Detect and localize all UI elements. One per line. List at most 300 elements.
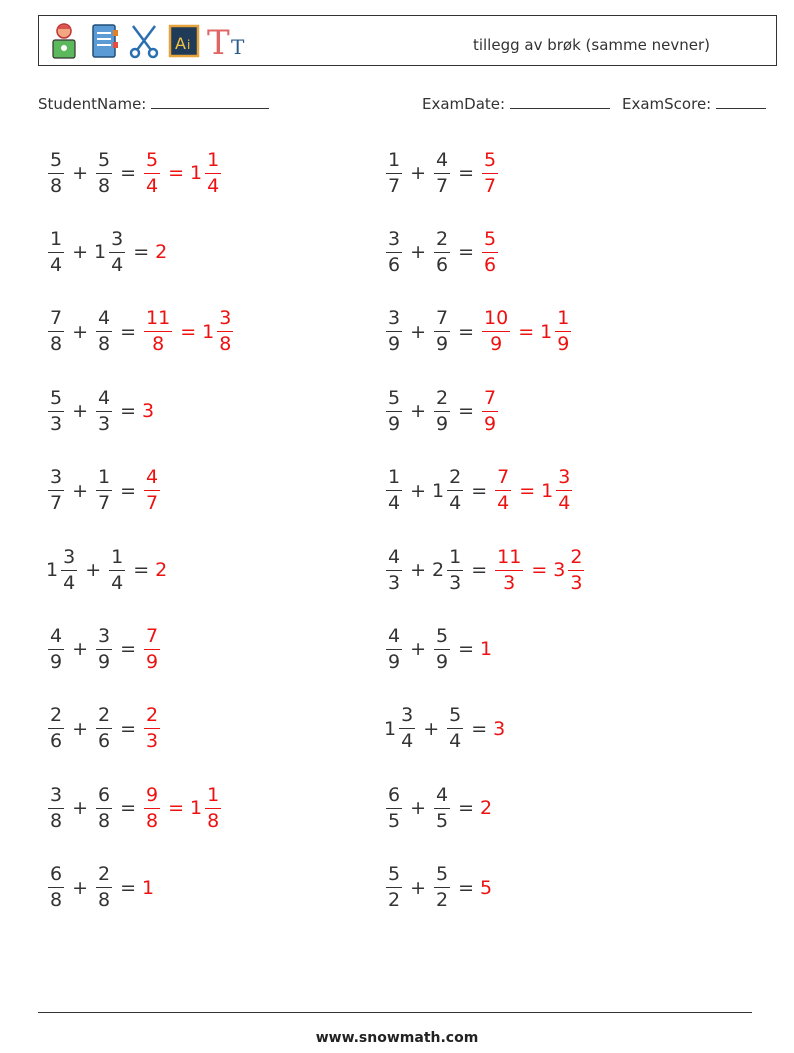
fraction <box>48 148 64 197</box>
whole-number: 1 <box>142 876 155 899</box>
term <box>46 148 66 197</box>
problem-row <box>384 778 493 838</box>
denominator: 8 <box>50 889 63 912</box>
numerator: 1 <box>555 309 571 332</box>
fraction <box>96 386 112 435</box>
answer-value <box>480 148 500 197</box>
term <box>432 624 452 673</box>
term <box>432 386 452 435</box>
denominator: 9 <box>388 333 401 356</box>
numerator: 6 <box>96 786 112 809</box>
answer-value <box>142 706 162 751</box>
fraction <box>482 148 498 197</box>
numerator: 4 <box>434 786 450 809</box>
term <box>432 783 452 832</box>
term <box>432 545 465 594</box>
answer-value <box>480 309 512 354</box>
plus-sign: + <box>72 797 89 820</box>
fraction <box>447 545 463 594</box>
answer-mixed <box>541 468 574 513</box>
term <box>432 865 452 910</box>
equals-sign: = <box>120 638 137 661</box>
plus-sign: + <box>72 876 89 899</box>
fraction <box>434 148 450 197</box>
header-icons <box>47 22 245 60</box>
whole-number: 1 <box>190 162 203 184</box>
denominator: 7 <box>146 492 159 515</box>
denominator: 9 <box>388 650 401 673</box>
term <box>384 783 404 832</box>
term <box>94 706 114 751</box>
fraction <box>144 309 172 354</box>
term <box>94 227 127 276</box>
denominator: 2 <box>388 889 401 912</box>
answer <box>480 309 573 354</box>
numerator: 1 <box>205 151 221 174</box>
numerator: 2 <box>144 706 160 729</box>
fraction <box>96 865 112 910</box>
exam-date-line[interactable] <box>510 93 610 109</box>
whole-number: 5 <box>480 876 493 899</box>
denominator: 4 <box>558 492 571 515</box>
answer <box>142 400 155 422</box>
equals-sign: = <box>471 717 488 740</box>
whole-number: 3 <box>553 559 566 581</box>
numerator: 3 <box>217 309 233 332</box>
fraction <box>96 309 112 354</box>
answer <box>480 877 493 899</box>
worksheet-title: tillegg av brøk (samme nevner) <box>472 36 710 54</box>
numerator: 4 <box>96 309 112 332</box>
exam-date-field[interactable] <box>422 93 610 113</box>
numerator: 5 <box>434 865 450 888</box>
equals-sign: = <box>458 400 475 423</box>
denominator: 9 <box>484 412 497 435</box>
numerator: 5 <box>482 151 498 174</box>
fraction <box>434 386 450 435</box>
fraction <box>386 545 402 594</box>
problem-row <box>46 778 223 838</box>
numerator: 1 <box>386 151 402 174</box>
term <box>46 468 66 513</box>
denominator: 7 <box>98 492 111 515</box>
answer <box>493 468 574 513</box>
term <box>46 706 66 751</box>
fraction <box>434 624 450 673</box>
term <box>46 545 79 594</box>
plus-sign: + <box>72 638 89 661</box>
numerator: 7 <box>495 468 511 491</box>
answer <box>142 877 155 899</box>
equals-sign: = <box>120 876 137 899</box>
plus-sign: + <box>410 559 427 581</box>
denominator: 8 <box>50 174 63 197</box>
equals-sign: = <box>120 717 137 740</box>
fraction <box>96 468 112 513</box>
numerator: 5 <box>386 389 402 412</box>
answer-mixed <box>190 148 223 197</box>
fraction <box>495 545 523 594</box>
answer-value <box>480 227 500 276</box>
problem-row <box>384 461 574 521</box>
answer <box>480 638 493 660</box>
term <box>94 309 114 354</box>
numerator: 3 <box>399 706 415 729</box>
fraction <box>205 148 221 197</box>
answer-value <box>493 545 525 594</box>
problem-row <box>46 222 168 282</box>
answer <box>480 227 500 276</box>
numerator: 1 <box>386 468 402 491</box>
answer-mixed <box>202 309 235 354</box>
denominator: 8 <box>50 333 63 356</box>
numerator: 1 <box>447 548 463 571</box>
fraction <box>386 624 402 673</box>
fraction <box>386 309 402 354</box>
term <box>432 148 452 197</box>
whole-number: 1 <box>202 320 215 343</box>
numerator: 5 <box>96 151 112 174</box>
fraction <box>217 309 233 354</box>
numerator: 5 <box>144 151 160 174</box>
denominator: 8 <box>50 809 63 832</box>
problem-row <box>384 143 500 203</box>
term <box>46 865 66 910</box>
term <box>94 468 114 513</box>
term <box>94 865 114 910</box>
answer-value <box>480 877 493 899</box>
whole-number: 1 <box>46 559 59 581</box>
denominator: 6 <box>98 730 111 753</box>
whole-number: 1 <box>480 638 493 661</box>
exam-score-label: ExamScore: <box>622 95 712 113</box>
whole-number: 1 <box>541 479 554 502</box>
answer-value <box>142 624 162 673</box>
answer <box>142 706 162 751</box>
term <box>46 309 66 354</box>
fraction <box>144 148 160 197</box>
term <box>94 783 114 832</box>
answer <box>142 468 162 513</box>
whole-number: 2 <box>155 559 168 581</box>
denominator: 9 <box>388 412 401 435</box>
answer <box>493 718 506 740</box>
fraction <box>48 227 64 276</box>
term <box>94 386 114 435</box>
fraction <box>555 309 571 354</box>
plus-sign: + <box>85 559 102 581</box>
problem-row <box>46 302 235 362</box>
numerator: 5 <box>434 627 450 650</box>
problem-row <box>384 699 506 759</box>
equals-sign: = <box>519 479 536 502</box>
plus-sign: + <box>410 797 427 820</box>
fraction <box>495 468 511 513</box>
svg-text:T: T <box>207 23 230 60</box>
numerator: 4 <box>386 627 402 650</box>
term <box>46 227 66 276</box>
answer-value <box>480 638 493 660</box>
term <box>384 468 404 513</box>
fraction <box>48 706 64 751</box>
scissors-icon <box>127 22 161 60</box>
numerator: 3 <box>386 230 402 253</box>
student-name-label: StudentName: <box>38 95 147 113</box>
fraction <box>399 706 415 751</box>
fraction <box>482 386 498 435</box>
answer-value <box>480 797 493 819</box>
numerator: 1 <box>96 468 112 491</box>
numerator: 5 <box>482 230 498 253</box>
numerator: 3 <box>48 786 64 809</box>
fraction <box>434 783 450 832</box>
denominator: 4 <box>111 571 124 594</box>
plus-sign: + <box>72 320 89 343</box>
fraction <box>109 227 125 276</box>
answer <box>142 783 223 832</box>
whole-number: 1 <box>190 797 203 820</box>
denominator: 7 <box>436 174 449 197</box>
fraction <box>482 227 498 276</box>
denominator: 8 <box>98 333 111 356</box>
fraction <box>61 545 77 594</box>
numerator: 10 <box>482 309 510 332</box>
plus-sign: + <box>72 717 89 740</box>
equals-sign: = <box>180 320 197 343</box>
problem-row <box>384 381 500 441</box>
plus-sign: + <box>410 162 427 184</box>
fraction <box>386 227 402 276</box>
denominator: 9 <box>50 650 63 673</box>
numerator: 5 <box>386 865 402 888</box>
equals-sign: = <box>518 320 535 343</box>
svg-text:i: i <box>187 38 191 52</box>
student-fields <box>38 93 771 115</box>
answer <box>155 241 168 263</box>
equals-sign: = <box>471 559 488 581</box>
denominator: 7 <box>484 174 497 197</box>
denominator: 8 <box>207 809 220 832</box>
answer-value <box>142 877 155 899</box>
denominator: 9 <box>436 650 449 673</box>
plus-sign: + <box>410 638 427 661</box>
whole-number: 2 <box>155 241 168 264</box>
denominator: 3 <box>388 571 401 594</box>
problem-row <box>384 619 493 679</box>
problem-row <box>46 619 162 679</box>
fraction <box>144 468 160 513</box>
answer-value <box>493 468 513 513</box>
fraction <box>144 706 160 751</box>
numerator: 6 <box>48 865 64 888</box>
equals-sign: = <box>133 559 150 581</box>
numerator: 2 <box>48 706 64 729</box>
exam-score-field[interactable] <box>622 93 766 113</box>
denominator: 3 <box>449 571 462 594</box>
denominator: 7 <box>50 492 63 515</box>
denominator: 3 <box>570 571 583 594</box>
problem-row <box>46 143 223 203</box>
fraction <box>48 468 64 513</box>
fraction <box>96 706 112 751</box>
equals-sign: = <box>120 400 137 423</box>
numerator: 5 <box>48 151 64 174</box>
plus-sign: + <box>72 241 89 264</box>
term <box>107 545 127 594</box>
equals-sign: = <box>531 559 548 581</box>
equals-sign: = <box>471 479 488 502</box>
equals-sign: = <box>120 320 137 343</box>
numerator: 3 <box>96 627 112 650</box>
denominator: 4 <box>146 174 159 197</box>
denominator: 8 <box>98 174 111 197</box>
equals-sign: = <box>458 241 475 264</box>
numerator: 9 <box>144 786 160 809</box>
numerator: 11 <box>495 548 523 571</box>
denominator: 4 <box>388 492 401 515</box>
denominator: 4 <box>449 492 462 515</box>
exam-score-line[interactable] <box>716 93 766 109</box>
term <box>384 706 417 751</box>
student-name-line[interactable] <box>151 93 269 109</box>
plus-sign: + <box>423 717 440 740</box>
answer-value <box>480 386 500 435</box>
denominator: 9 <box>98 650 111 673</box>
answer <box>142 148 223 197</box>
numerator: 3 <box>556 468 572 491</box>
footer-divider <box>38 1012 752 1013</box>
numerator: 2 <box>96 706 112 729</box>
fraction <box>144 624 160 673</box>
plus-sign: + <box>72 400 89 423</box>
fraction <box>205 783 221 832</box>
fraction <box>96 624 112 673</box>
denominator: 4 <box>207 174 220 197</box>
plus-sign: + <box>72 162 89 184</box>
denominator: 6 <box>484 253 497 276</box>
answer-value <box>142 309 174 354</box>
whole-number: 1 <box>540 320 553 343</box>
term <box>46 386 66 435</box>
equals-sign: = <box>458 320 475 343</box>
term <box>432 468 465 513</box>
equals-sign: = <box>120 797 137 820</box>
numerator: 1 <box>48 230 64 253</box>
fraction <box>144 783 160 832</box>
term <box>384 309 404 354</box>
fraction <box>386 386 402 435</box>
denominator: 9 <box>557 333 570 356</box>
answer <box>480 148 500 197</box>
numerator: 1 <box>109 548 125 571</box>
answer-value <box>155 559 168 581</box>
denominator: 4 <box>111 253 124 276</box>
numerator: 3 <box>109 230 125 253</box>
denominator: 8 <box>152 333 165 356</box>
problem-row <box>46 858 155 918</box>
answer <box>155 559 168 581</box>
numerator: 4 <box>144 468 160 491</box>
equals-sign: = <box>120 479 137 502</box>
whole-number: 2 <box>432 559 445 581</box>
numerator: 6 <box>386 786 402 809</box>
numerator: 5 <box>447 706 463 729</box>
fraction <box>434 227 450 276</box>
denominator: 8 <box>219 333 232 356</box>
student-name-field[interactable] <box>38 93 269 113</box>
numerator: 1 <box>205 786 221 809</box>
problem-row <box>46 699 162 759</box>
term <box>384 865 404 910</box>
numerator: 2 <box>447 468 463 491</box>
ai-text-icon <box>167 22 201 60</box>
denominator: 4 <box>50 253 63 276</box>
term <box>384 545 404 594</box>
whole-number: 3 <box>493 717 506 740</box>
problem-row <box>384 540 586 600</box>
numerator: 3 <box>61 548 77 571</box>
denominator: 3 <box>503 571 516 594</box>
fraction <box>48 624 64 673</box>
numerator: 5 <box>48 389 64 412</box>
plus-sign: + <box>410 876 427 899</box>
problem-row <box>46 461 162 521</box>
term <box>445 706 465 751</box>
denominator: 3 <box>50 412 63 435</box>
numerator: 7 <box>482 389 498 412</box>
fraction <box>96 148 112 197</box>
plus-sign: + <box>410 241 427 264</box>
numerator: 2 <box>434 389 450 412</box>
fraction <box>482 309 510 354</box>
fraction <box>386 783 402 832</box>
answer-mixed <box>190 783 223 832</box>
fraction <box>568 545 584 594</box>
equals-sign: = <box>458 797 475 820</box>
numerator: 4 <box>48 627 64 650</box>
exam-date-label: ExamDate: <box>422 95 506 113</box>
numerator: 2 <box>434 230 450 253</box>
denominator: 3 <box>146 730 159 753</box>
equals-sign: = <box>168 797 185 820</box>
denominator: 8 <box>146 809 159 832</box>
svg-text:T: T <box>231 35 245 59</box>
fraction <box>434 865 450 910</box>
term <box>384 624 404 673</box>
denominator: 8 <box>98 809 111 832</box>
term <box>46 624 66 673</box>
problem-row <box>384 302 573 362</box>
answer-value <box>493 718 506 740</box>
term <box>384 227 404 276</box>
denominator: 2 <box>436 889 449 912</box>
denominator: 4 <box>63 571 76 594</box>
term <box>432 309 452 354</box>
notebook-icon <box>87 22 121 60</box>
denominator: 9 <box>146 650 159 673</box>
fraction <box>386 468 402 513</box>
numerator: 7 <box>48 309 64 332</box>
worksheet-header <box>38 15 777 66</box>
denominator: 5 <box>436 809 449 832</box>
answer-value <box>142 148 162 197</box>
denominator: 4 <box>449 730 462 753</box>
numerator: 4 <box>96 389 112 412</box>
student-icon <box>47 22 81 60</box>
term <box>46 783 66 832</box>
whole-number: 1 <box>384 717 397 740</box>
answer-value <box>142 783 162 832</box>
